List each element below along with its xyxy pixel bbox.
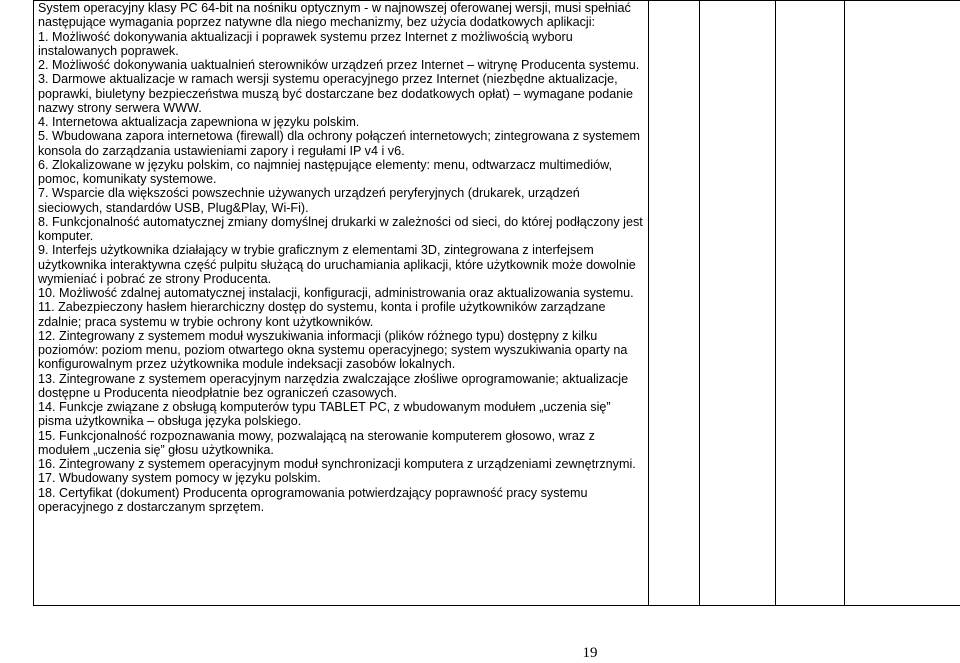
- list-item: 18. Certyfikat (dokument) Producenta oprogramowania potwierdzający poprawność pracy systemu operacyjnego z dostarczanym sprzętem.: [38, 485, 588, 514]
- list-item: 5. Wbudowana zapora internetowa (firewall) dla ochrony połączeń internetowych; zintegrowana z systemem konsola do zarządzania ustawieniami zapory i regułami IP v4 i v6.: [38, 129, 641, 158]
- list-item: 12. Zintegrowany z systemem moduł wyszukiwania informacji (plików różnego typu) dostępny z kilku poziomów: poziom menu, poziom otwartego okna systemu operacyjnego; system wyszukiwania oparty na konfigurowalnym przez użytkownika module indeksacji zasobów lokalnych.: [38, 328, 628, 372]
- list-item: 9. Interfejs użytkownika działający w trybie graficznym z elementami 3D, zintegrowana z interfejsem użytkownika interaktywna część pulpitu służącą do uruchamiania aplikacji, które użytkownik może dowolnie wymieniać i pobrać ze strony Producenta.: [38, 243, 636, 286]
- list-item: 2. Możliwość dokonywania uaktualnień sterowników urządzeń przez Internet – witrynę Producenta systemu.: [38, 58, 640, 72]
- list-item: 15. Funkcjonalność rozpoznawania mowy, pozwalającą na sterowanie komputerem głosowo, wraz z modułem „uczenia się” głosu użytkownika.: [38, 428, 595, 457]
- list-item: 10. Możliwość zdalnej automatycznej instalacji, konfiguracji, administrowania oraz aktualizowania systemu.: [38, 286, 634, 300]
- intro-text: System operacyjny klasy PC 64-bit na nośniku optycznym - w najnowszej oferowanej wersji, musi spełniać następujące wymagania poprzez natywne dla niego mechanizmy, bez użycia dodatkowych aplikacji:: [38, 1, 631, 30]
- list-item: 11. Zabezpieczony hasłem hierarchiczny dostęp do systemu, konta i profile użytkowników zarządzane zdalnie; praca systemu w trybie ochrony kont użytkowników.: [38, 300, 606, 329]
- list-item: 8. Funkcjonalność automatycznej zmiany domyślnej drukarki w zależności od sieci, do której podłączony jest komputer.: [38, 214, 643, 243]
- requirements-table: [33, 0, 960, 606]
- page-number: 19: [582, 645, 598, 661]
- list-item: 6. Zlokalizowane w języku polskim, co najmniej następujące elementy: menu, odtwarzacz multimediów, pomoc, komunikaty systemowe.: [38, 157, 612, 186]
- empty-cell: [845, 1, 960, 606]
- list-item: 14. Funkcje związane z obsługą komputerów typu TABLET PC, z wbudowanym modułem „uczenia się” pisma użytkownika – obsługa języka polskiego.: [38, 400, 611, 429]
- list-item: 1. Możliwość dokonywania aktualizacji i poprawek systemu przez Internet z możliwością wyboru instalowanych poprawek.: [38, 29, 573, 58]
- list-item: 7. Wsparcie dla większości powszechnie używanych urządzeń peryferyjnych (drukarek, urządzeń sieciowych, standardów USB, Plug&Play, Wi-Fi).: [38, 186, 580, 215]
- list-item: 3. Darmowe aktualizacje w ramach wersji systemu operacyjnego przez Internet (niezbędne aktualizacje, poprawki, biuletyny bezpieczeństwa muszą być dostarczane bez dodatkowych opłat) – wymagane podanie nazwy strony serwera WWW.: [38, 72, 634, 115]
- list-item: 13. Zintegrowane z systemem operacyjnym narzędzia zwalczające złośliwe oprogramowanie; aktualizacje dostępne u Producenta nieodpłatnie bez ograniczeń czasowych.: [38, 371, 629, 400]
- empty-cell: [649, 1, 700, 606]
- list-item: 16. Zintegrowany z systemem operacyjnym moduł synchronizacji komputera z urządzeniami zewnętrznymi.: [38, 457, 636, 471]
- list-item: 17. Wbudowany system pomocy w języku polskim.: [38, 471, 321, 486]
- list-item: 4. Internetowa aktualizacja zapewniona w języku polskim.: [38, 115, 360, 129]
- empty-cell: [700, 1, 776, 606]
- table-row: [34, 1, 960, 606]
- empty-cell: [776, 1, 845, 606]
- requirements-cell: [34, 1, 649, 606]
